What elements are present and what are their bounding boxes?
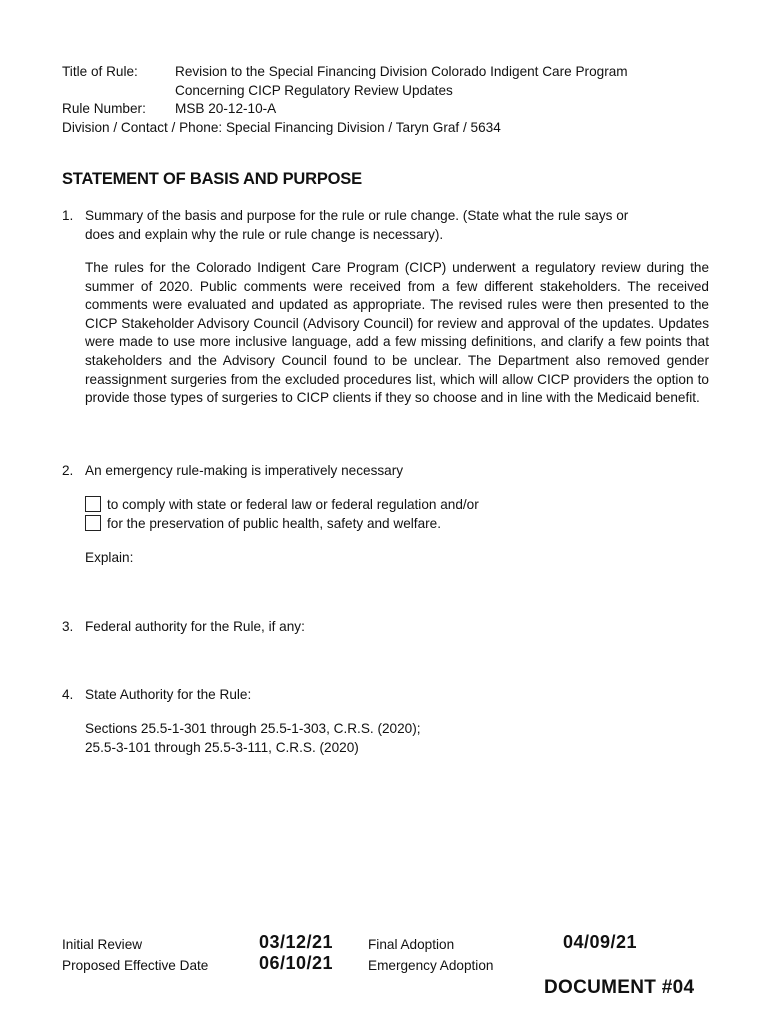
page-title: STATEMENT OF BASIS AND PURPOSE	[62, 170, 362, 188]
item-3-question: Federal authority for the Rule, if any:	[85, 619, 305, 634]
state-authority-line1: Sections 25.5-1-301 through 25.5-1-303, C.R.S. (2020);	[85, 721, 421, 736]
contact-label: Division / Contact / Phone:	[62, 120, 223, 135]
checkbox-public-health[interactable]	[85, 515, 101, 531]
title-of-rule-line1: Revision to the Special Financing Division Colorado Indigent Care Program	[175, 64, 628, 79]
item-1-question-line2: does and explain why the rule or rule change is necessary).	[85, 226, 444, 242]
initial-review-label: Initial Review	[62, 937, 143, 952]
item-2-explain-label: Explain:	[85, 550, 134, 565]
item-1-answer: The rules for the Colorado Indigent Care Program (CICP) underwent a regulatory review during the summer of 2020. Public comments were received from a few different stakeholders. The received comments were evaluated and updated as appropriate. The revised rules were then presented to the CICP Stakeholder Advisory Council (Advisory Council) for review and approval of the updates. Updates were made to use more inclusive language, add a few missing definitions, and clarify a few points that stakeholders and the Advisory Council found to be unclear. The Department also removed gender reassignment surgeries from the excluded procedures list, which will allow CICP providers the option to provide those types of surgeries to CICP clients if they so choose and in line with the Medicaid benefit.	[85, 260, 709, 406]
item-1-question-line1: Summary of the basis and purpose for the rule or rule change. (State what the rule says or	[85, 208, 629, 223]
item-2-question: An emergency rule-making is imperatively necessary	[85, 463, 404, 478]
item-1-number: 1.	[62, 208, 74, 223]
checkbox-row-1[interactable]	[85, 496, 709, 515]
rule-number-value: MSB 20-12-10-A	[175, 101, 277, 116]
item-1-question	[85, 207, 709, 244]
item-4-question: State Authority for the Rule:	[85, 687, 252, 702]
item-4-number: 4.	[62, 687, 74, 702]
title-of-rule-label: Title of Rule:	[62, 64, 138, 79]
checkbox-comply-law[interactable]	[85, 496, 101, 512]
checkbox-comply-law-label: to comply with state or federal law or federal regulation and/or	[107, 497, 479, 512]
document-number: DOCUMENT #04	[544, 977, 695, 998]
title-of-rule-line2: Concerning CICP Regulatory Review Updates	[175, 83, 453, 98]
initial-review-date: 03/12/21	[259, 932, 334, 952]
final-adoption-label: Final Adoption	[368, 937, 455, 952]
item-3-number: 3.	[62, 619, 74, 634]
checkbox-row-2[interactable]	[85, 515, 709, 534]
proposed-effective-date-label: Proposed Effective Date	[62, 958, 209, 973]
rule-number-label: Rule Number:	[62, 101, 146, 116]
proposed-effective-date: 06/10/21	[259, 953, 334, 973]
final-adoption-date: 04/09/21	[563, 932, 638, 952]
state-authority-line2: 25.5-3-101 through 25.5-3-111, C.R.S. (2020)	[85, 740, 359, 755]
contact-line	[62, 119, 501, 138]
checkbox-public-health-label: for the preservation of public health, safety and welfare.	[107, 516, 441, 531]
item-2-number: 2.	[62, 463, 74, 478]
emergency-adoption-label: Emergency Adoption	[368, 958, 494, 973]
contact-value: Special Financing Division / Taryn Graf / 5634	[225, 120, 501, 135]
